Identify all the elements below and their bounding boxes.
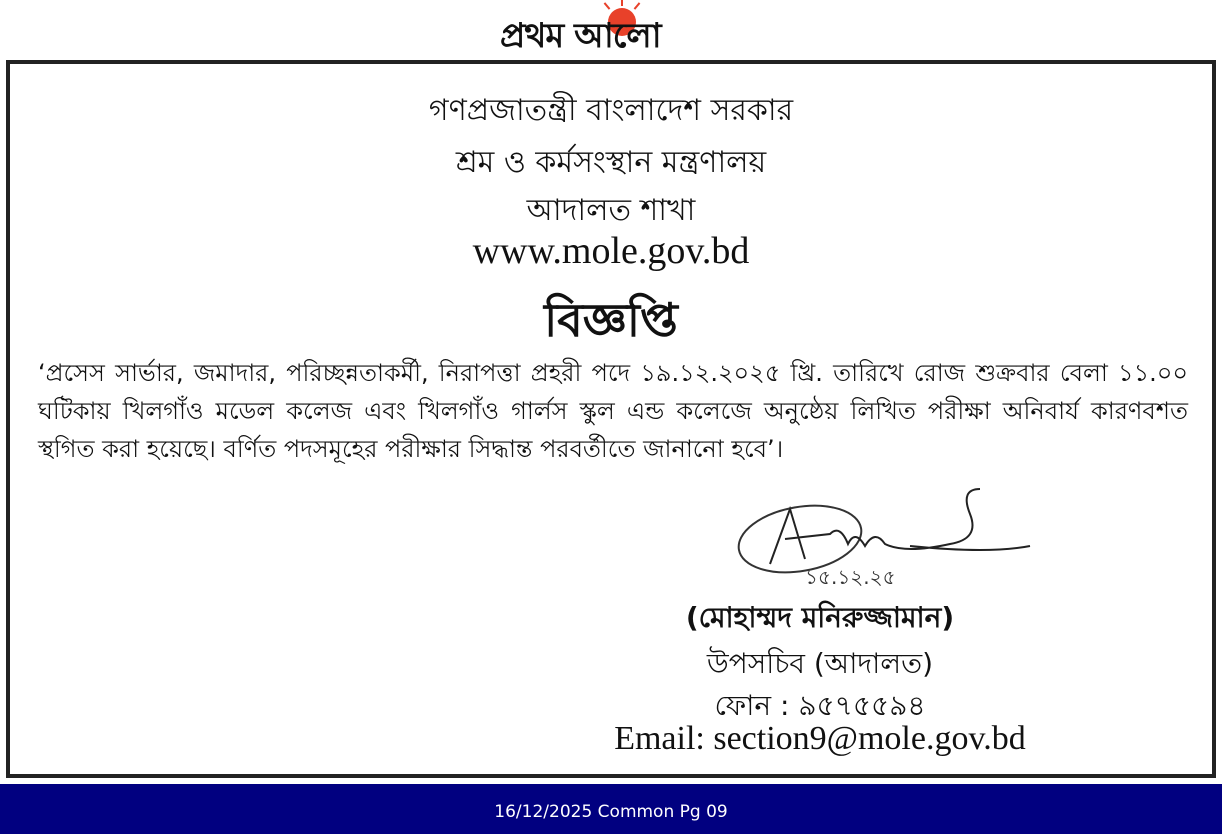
website: www.mole.gov.bd xyxy=(472,230,750,272)
logo-text: প্রথম আলো xyxy=(500,16,661,56)
email-address: Email: section9@mole.gov.bd xyxy=(614,720,1026,757)
newspaper-logo xyxy=(500,4,745,54)
notice-clipping xyxy=(6,60,1216,778)
branch-name: আদালত শাখা xyxy=(526,193,696,228)
signature-date: ১৫.১২.২৫ xyxy=(805,565,896,589)
notice-body: ‘প্রসেস সার্ভার, জমাদার, পরিচ্ছন্নতাকর্মী, নিরাপত্তা প্রহরী পদে ১৯.১২.২০২৫ খ্রি. তারিখে রোজ শুক্রবার বেলা ১১.০০ ঘটিকায় খিলগাঁও মডেল কলেজ এবং খিলগাঁও গার্লস স্কুল এন্ড কলেজে অনুষ্ঠেয় লিখিত পরীক্ষা অনিবার্য কারণবশত স্থগিত করা হয়েছে। বর্ণিত পদসমূহের পরীক্ষার সিদ্ধান্ত পরবর্তীতে জানানো হবে’। xyxy=(38,359,1188,463)
signatory-name: (মোহাম্মদ মনিরুজ্জামান) xyxy=(685,601,955,634)
ministry-name: শ্রম ও কর্মসংস্থান মন্ত্রণালয় xyxy=(455,145,767,180)
notice-title: বিজ্ঞপ্তি xyxy=(544,293,678,347)
signatory-designation: উপসচিব (আদালত) xyxy=(706,647,934,680)
signature xyxy=(730,484,1050,594)
phone-number: ফোন : ৯৫৭৫৫৯৪ xyxy=(714,689,926,722)
footer-caption: 16/12/2025 Common Pg 09 xyxy=(0,784,1222,834)
government-name: গণপ্রজাতন্ত্রী বাংলাদেশ সরকার xyxy=(428,93,794,128)
